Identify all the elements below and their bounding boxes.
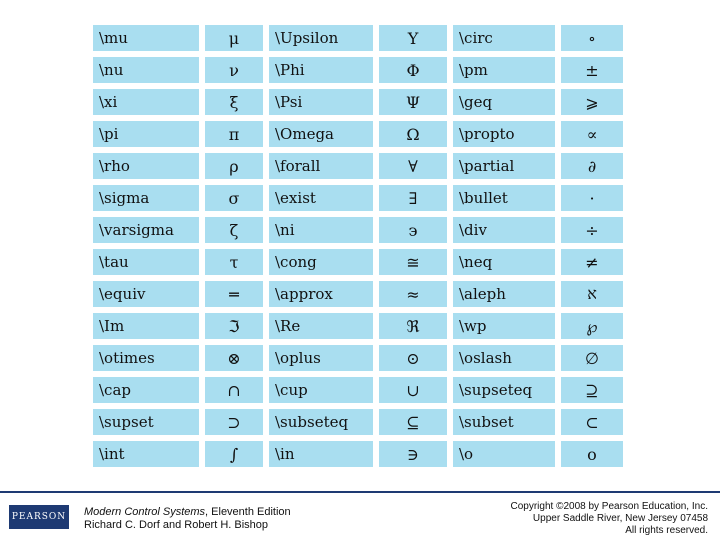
latex-command: \subset <box>453 409 555 435</box>
rendered-symbol: ⊙ <box>379 345 447 371</box>
latex-command: \neq <box>453 249 555 275</box>
rendered-symbol: ν <box>205 57 263 83</box>
rendered-symbol: ϶ <box>379 217 447 243</box>
latex-command: \oplus <box>269 345 373 371</box>
latex-command: \forall <box>269 153 373 179</box>
symbol-row <box>93 345 623 371</box>
symbol-row <box>93 25 623 51</box>
rendered-symbol: ℑ <box>205 313 263 339</box>
symbol-row <box>93 441 623 467</box>
symbol-table-body <box>93 25 623 467</box>
rendered-symbol: ═ <box>205 281 263 307</box>
rendered-symbol: ⩾ <box>561 89 623 115</box>
rendered-symbol: ⊆ <box>379 409 447 435</box>
symbol-row <box>93 281 623 307</box>
latex-command: \Re <box>269 313 373 339</box>
footer <box>0 491 720 542</box>
latex-command: \subseteq <box>269 409 373 435</box>
symbol-row <box>93 217 623 243</box>
latex-command: \cong <box>269 249 373 275</box>
latex-command: \tau <box>93 249 199 275</box>
pearson-logo <box>9 505 69 529</box>
copyright-line-3: All rights reserved. <box>625 525 708 536</box>
latex-command: \exist <box>269 185 373 211</box>
rendered-symbol: ξ <box>205 89 263 115</box>
latex-command: \Psi <box>269 89 373 115</box>
latex-command: \varsigma <box>93 217 199 243</box>
latex-command: \aleph <box>453 281 555 307</box>
book-edition: , Eleventh Edition <box>205 506 291 518</box>
latex-command: \geq <box>453 89 555 115</box>
rendered-symbol: ≈ <box>379 281 447 307</box>
logo-text: PEARSON <box>11 512 67 522</box>
rendered-symbol: ∂ <box>561 153 623 179</box>
rendered-symbol: Ω <box>379 121 447 147</box>
latex-command: \supset <box>93 409 199 435</box>
latex-command: \Phi <box>269 57 373 83</box>
rendered-symbol: μ <box>205 25 263 51</box>
latex-command: \approx <box>269 281 373 307</box>
book-title: Modern Control Systems <box>84 506 206 518</box>
rendered-symbol: Φ <box>379 57 447 83</box>
latex-command: \int <box>93 441 199 467</box>
symbol-row <box>93 377 623 403</box>
rendered-symbol: ∪ <box>379 377 447 403</box>
latex-command: \supseteq <box>453 377 555 403</box>
rendered-symbol: ∀ <box>379 153 447 179</box>
copyright-notice <box>511 501 709 537</box>
symbol-row <box>93 313 623 339</box>
rendered-symbol: ℘ <box>561 313 623 339</box>
rendered-symbol: ∩ <box>205 377 263 403</box>
latex-command: \pm <box>453 57 555 83</box>
book-authors: Richard C. Dorf and Robert H. Bishop <box>84 519 269 531</box>
rendered-symbol: · <box>561 185 623 211</box>
latex-command: \propto <box>453 121 555 147</box>
latex-command: \in <box>269 441 373 467</box>
latex-command: \equiv <box>93 281 199 307</box>
latex-command: \bullet <box>453 185 555 211</box>
rendered-symbol: ⊗ <box>205 345 263 371</box>
rendered-symbol: ∝ <box>561 121 623 147</box>
latex-command: \Upsilon <box>269 25 373 51</box>
symbol-row <box>93 185 623 211</box>
rendered-symbol: ο <box>561 441 623 467</box>
rendered-symbol: ∘ <box>561 25 623 51</box>
symbol-row <box>93 409 623 435</box>
rendered-symbol: ⊂ <box>561 409 623 435</box>
latex-command: \xi <box>93 89 199 115</box>
latex-command: \div <box>453 217 555 243</box>
rendered-symbol: ⊇ <box>561 377 623 403</box>
rendered-symbol: Υ <box>379 25 447 51</box>
rendered-symbol: ρ <box>205 153 263 179</box>
rendered-symbol: Ψ <box>379 89 447 115</box>
book-info <box>84 506 291 532</box>
rendered-symbol: ∋ <box>379 441 447 467</box>
rendered-symbol: ÷ <box>561 217 623 243</box>
symbol-row <box>93 89 623 115</box>
rendered-symbol: ℜ <box>379 313 447 339</box>
latex-command: \wp <box>453 313 555 339</box>
rendered-symbol: ζ <box>205 217 263 243</box>
latex-command: \nu <box>93 57 199 83</box>
rendered-symbol: ± <box>561 57 623 83</box>
latex-command: \cap <box>93 377 199 403</box>
latex-command: \sigma <box>93 185 199 211</box>
latex-command: \partial <box>453 153 555 179</box>
latex-command: \mu <box>93 25 199 51</box>
copyright-line-1: Copyright ©2008 by Pearson Education, Inc. <box>510 501 708 512</box>
symbol-row <box>93 249 623 275</box>
rendered-symbol: ∫ <box>205 441 263 467</box>
rendered-symbol: ∃ <box>379 185 447 211</box>
symbol-table <box>87 19 629 473</box>
latex-command: \Omega <box>269 121 373 147</box>
rendered-symbol: τ <box>205 249 263 275</box>
symbol-row <box>93 57 623 83</box>
book-title-line <box>84 506 291 519</box>
rendered-symbol: ≅ <box>379 249 447 275</box>
latex-command: \circ <box>453 25 555 51</box>
rendered-symbol: ∅ <box>561 345 623 371</box>
rendered-symbol: א <box>561 281 623 307</box>
latex-command: \rho <box>93 153 199 179</box>
rendered-symbol: π <box>205 121 263 147</box>
rendered-symbol: σ <box>205 185 263 211</box>
latex-command: \ni <box>269 217 373 243</box>
latex-command: \o <box>453 441 555 467</box>
latex-command: \cup <box>269 377 373 403</box>
latex-command: \otimes <box>93 345 199 371</box>
symbol-row <box>93 153 623 179</box>
rendered-symbol: ⊃ <box>205 409 263 435</box>
latex-command: \Im <box>93 313 199 339</box>
rendered-symbol: ≠ <box>561 249 623 275</box>
latex-command: \oslash <box>453 345 555 371</box>
copyright-line-2: Upper Saddle River, New Jersey 07458 <box>532 513 708 524</box>
latex-command: \pi <box>93 121 199 147</box>
symbol-row <box>93 121 623 147</box>
